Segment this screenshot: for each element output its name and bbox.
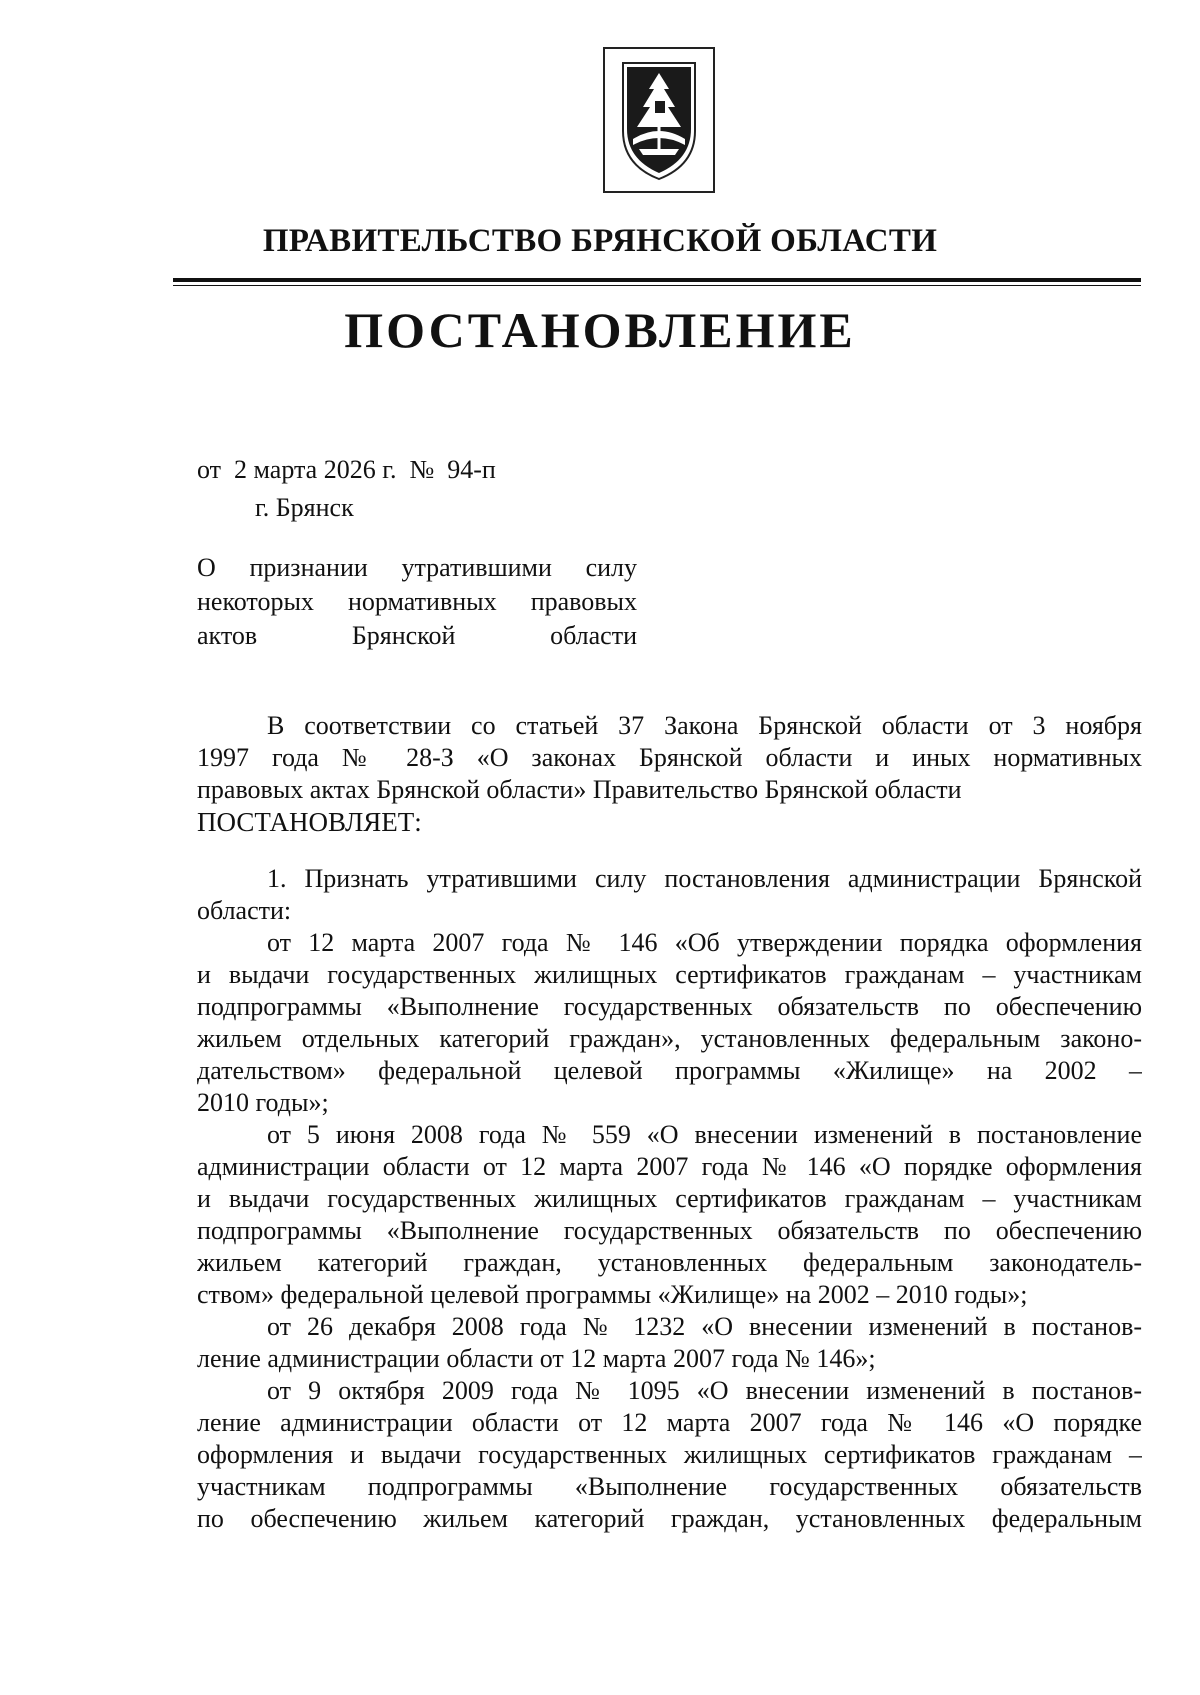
subject-line: некоторых нормативных правовых — [197, 587, 637, 616]
item-4-line: по обеспечению жильем категорий граждан, установленных федеральным — [197, 1504, 1142, 1533]
coat-of-arms-emblem — [603, 47, 715, 193]
item-2-line: ством» федеральной целевой программы «Жилище» на 2002 – 2010 годы»; — [197, 1280, 1028, 1309]
item-1-line: жильем отдельных категорий граждан», установленных федеральным законо- — [197, 1024, 1142, 1053]
item-1-line: 2010 годы»; — [197, 1088, 329, 1117]
item-4-line: оформления и выдачи государственных жилищных сертификатов гражданам – — [197, 1440, 1142, 1469]
item-2-line: и выдачи государственных жилищных сертификатов гражданам – участникам — [197, 1184, 1142, 1213]
item-1-line: дательством» федеральной целевой программы «Жилище» на 2002 – — [197, 1056, 1142, 1085]
item-1-line: от 12 марта 2007 года № 146 «Об утверждении порядка оформления — [267, 928, 1142, 957]
item-2-line: подпрограммы «Выполнение государственных обязательств по обеспечению — [197, 1216, 1142, 1245]
document-body — [197, 710, 1142, 1535]
item-3-line: от 26 декабря 2008 года № 1232 «О внесении изменений в постанов- — [267, 1312, 1142, 1341]
preamble-resolves: ПОСТАНОВЛЯЕТ: — [197, 807, 422, 837]
item-2-line: от 5 июня 2008 года № 559 «О внесении изменений в постановление — [267, 1120, 1142, 1149]
document-type-title: ПОСТАНОВЛЕНИЕ — [344, 302, 856, 358]
document-date-number: от 2 марта 2026 г. № 94-п — [197, 455, 496, 484]
item-1-line: подпрограммы «Выполнение государственных обязательств по обеспечению — [197, 992, 1142, 1021]
document-meta — [197, 451, 496, 527]
document-city: г. Брянск — [255, 493, 354, 522]
preamble-line: правовых актах Брянской области» Правительство Брянской области — [197, 775, 962, 804]
preamble-line: В соответствии со статьей 37 Закона Брянской области от 3 ноября — [267, 711, 1142, 740]
clause-1-line: 1. Признать утратившими силу постановления администрации Брянской — [267, 864, 1142, 893]
coat-of-arms-icon — [609, 53, 709, 187]
organization-title: ПРАВИТЕЛЬСТВО БРЯНСКОЙ ОБЛАСТИ — [262, 223, 938, 259]
subject-line: актов Брянской области — [197, 621, 637, 650]
item-2-line: администрации области от 12 марта 2007 года № 146 «О порядке оформления — [197, 1152, 1142, 1181]
item-2-line: жильем категорий граждан, установленных федеральным законодатель- — [197, 1248, 1142, 1277]
item-3-line: ление администрации области от 12 марта 2007 года № 146»; — [197, 1344, 876, 1373]
subject-line: О признании утратившими силу — [197, 553, 637, 582]
document-subject — [197, 551, 637, 653]
clause-1-line: области: — [197, 896, 292, 925]
item-4-line: от 9 октября 2009 года № 1095 «О внесении изменений в постанов- — [267, 1376, 1142, 1405]
preamble-line: 1997 года № 28-З «О законах Брянской области и иных нормативных — [197, 743, 1142, 772]
item-4-line: участникам подпрограммы «Выполнение государственных обязательств — [197, 1472, 1142, 1501]
header-divider — [173, 278, 1141, 286]
item-1-line: и выдачи государственных жилищных сертификатов гражданам – участникам — [197, 960, 1142, 989]
item-4-line: ление администрации области от 12 марта 2007 года № 146 «О порядке — [197, 1408, 1142, 1437]
